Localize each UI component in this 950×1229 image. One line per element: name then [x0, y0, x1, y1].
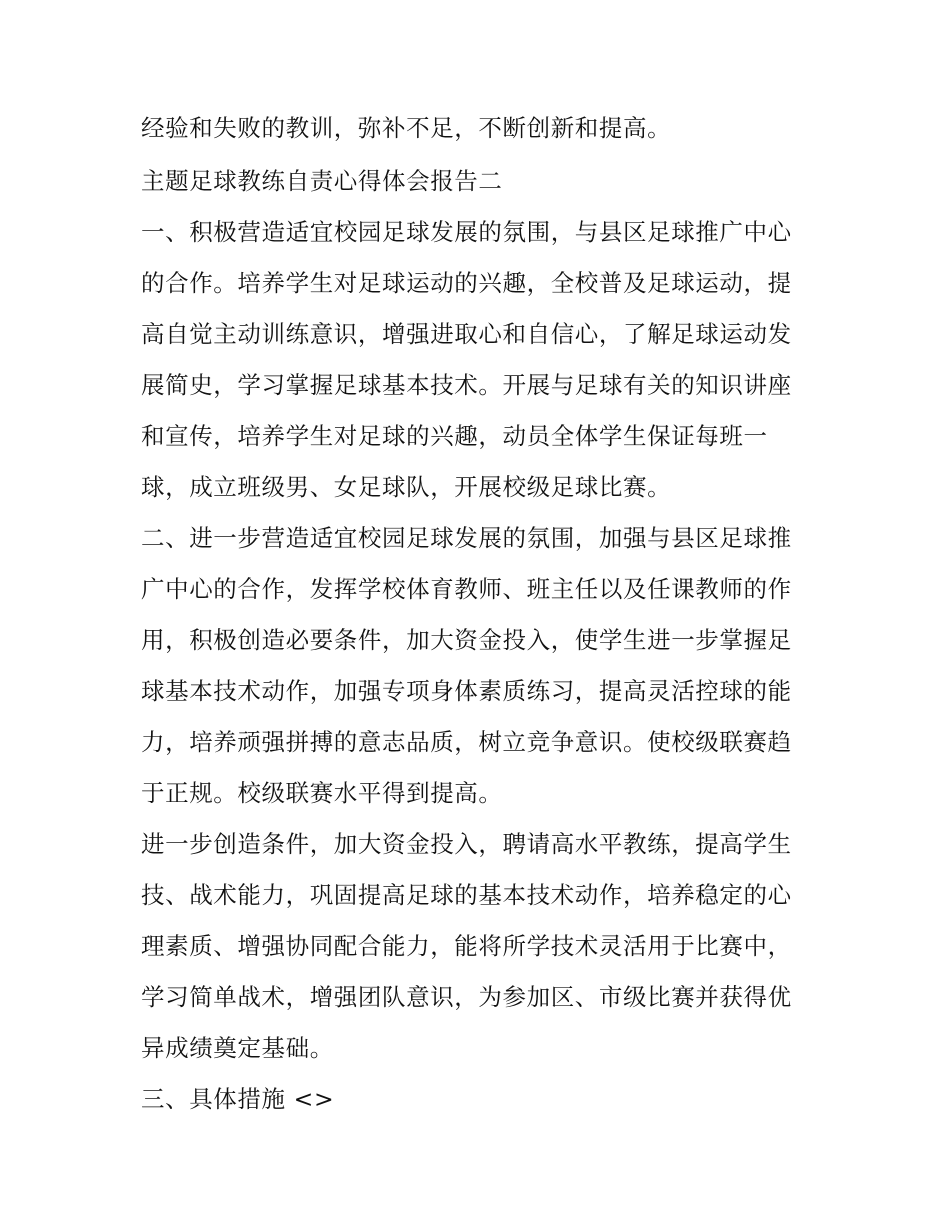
text-line: 的合作。培养学生对足球运动的兴趣，全校普及足球运动，提: [141, 269, 792, 297]
text-line: 三、具体措施 <>: [141, 1085, 335, 1113]
text-line: 力，培养顽强拼搏的意志品质，树立竞争意识。使校级联赛趋: [141, 728, 792, 756]
text-line: 理素质、增强协同配合能力，能将所学技术灵活用于比赛中，: [141, 932, 792, 960]
text-line: 和宣传，培养学生对足球的兴趣，动员全体学生保证每班一: [141, 422, 768, 450]
section-title: 主题足球教练自责心得体会报告二: [141, 167, 503, 195]
text-line: 二、进一步营造适宜校园足球发展的氛围，加强与县区足球推: [141, 524, 792, 552]
text-line: 技、战术能力，巩固提高足球的基本技术动作，培养稳定的心: [141, 881, 792, 909]
text-line: 学习简单战术，增强团队意识，为参加区、市级比赛并获得优: [141, 983, 792, 1011]
text-line: 异成绩奠定基础。: [141, 1034, 334, 1062]
text-line: 球基本技术动作，加强专项身体素质练习，提高灵活控球的能: [141, 677, 792, 705]
text-line: 高自觉主动训练意识，增强进取心和自信心，了解足球运动发: [141, 320, 792, 348]
text-line: 于正规。校级联赛水平得到提高。: [141, 779, 503, 807]
text-line: 球，成立班级男、女足球队，开展校级足球比赛。: [141, 473, 672, 501]
text-line: 进一步创造条件，加大资金投入，聘请高水平教练，提高学生: [141, 830, 792, 858]
text-line: 用，积极创造必要条件，加大资金投入，使学生进一步掌握足: [141, 626, 792, 654]
text-line: 广中心的合作，发挥学校体育教师、班主任以及任课教师的作: [141, 575, 792, 603]
text-line: 经验和失败的教训，弥补不足，不断创新和提高。: [141, 114, 672, 142]
text-line: 一、积极营造适宜校园足球发展的氛围，与县区足球推广中心: [141, 218, 792, 246]
text-line: 展简史，学习掌握足球基本技术。开展与足球有关的知识讲座: [141, 371, 792, 399]
